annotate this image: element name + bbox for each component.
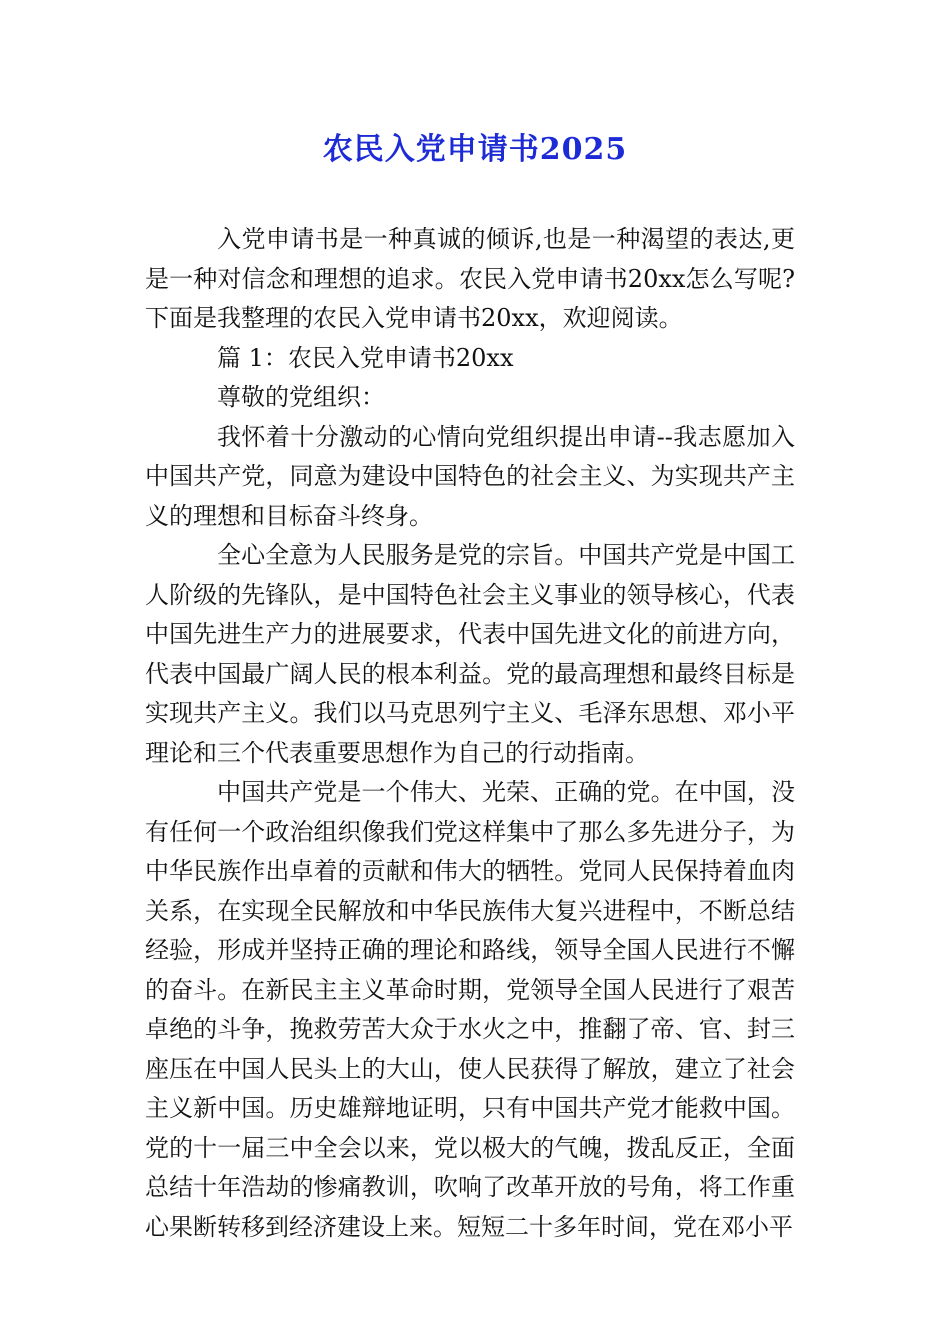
document-title: 农民入党申请书2025: [322, 132, 628, 167]
document-body: [145, 220, 795, 1247]
body-paragraph: 我怀着十分激动的心情向党组织提出申请--我志愿加入中国共产党，同意为建设中国特色的社会主义、为实现共产主义的理想和目标奋斗终身。: [145, 422, 795, 530]
body-paragraph: 中国共产党是一个伟大、光荣、正确的党。在中国，没有任何一个政治组织像我们党这样集中了那么多先进分子，为中华民族作出卓着的贡献和伟大的牺牲。党同人民保持着血肉关系，在实现全民解放和中华民族伟大复兴进程中，不断总结经验，形成并坚持正确的理论和路线，领导全国人民进行不懈的奋斗。在新民主主义革命时期，党领导全国人民进行了艰苦卓绝的斗争，挽救劳苦大众于水火之中，推翻了帝、官、封三座压在中国人民头上的大山，使人民获得了解放，建立了社会主义新中国。历史雄辩地证明，只有中国共产党才能救中国。党的十一届三中全会以来，党以极大的气魄，拨乱反正，全面总结十年浩劫的惨痛教训，吹响了改革开放的号角，将工作重心果断转移到经济建设上来。短短二十多年时间，党在邓小平: [145, 778, 795, 1241]
body-paragraph: 全心全意为人民服务是党的宗旨。中国共产党是中国工人阶级的先锋队，是中国特色社会主义事业的领导核心，代表中国先进生产力的进展要求，代表中国先进文化的前进方向，代表中国最广阔人民的根本利益。党的最高理想和最终目标是实现共产主义。我们以马克思列宁主义、毛泽东思想、邓小平理论和三个代表重要思想作为自己的行动指南。: [145, 541, 795, 767]
salutation: 尊敬的党组织：: [217, 383, 385, 411]
intro-paragraph: 入党申请书是一种真诚的倾诉,也是一种渴望的表达,更是一种对信念和理想的追求。农民入党申请书20xx怎么写呢?下面是我整理的农民入党申请书20xx，欢迎阅读。: [145, 225, 795, 332]
section-heading: 篇 1：农民入党申请书20xx: [217, 343, 514, 372]
